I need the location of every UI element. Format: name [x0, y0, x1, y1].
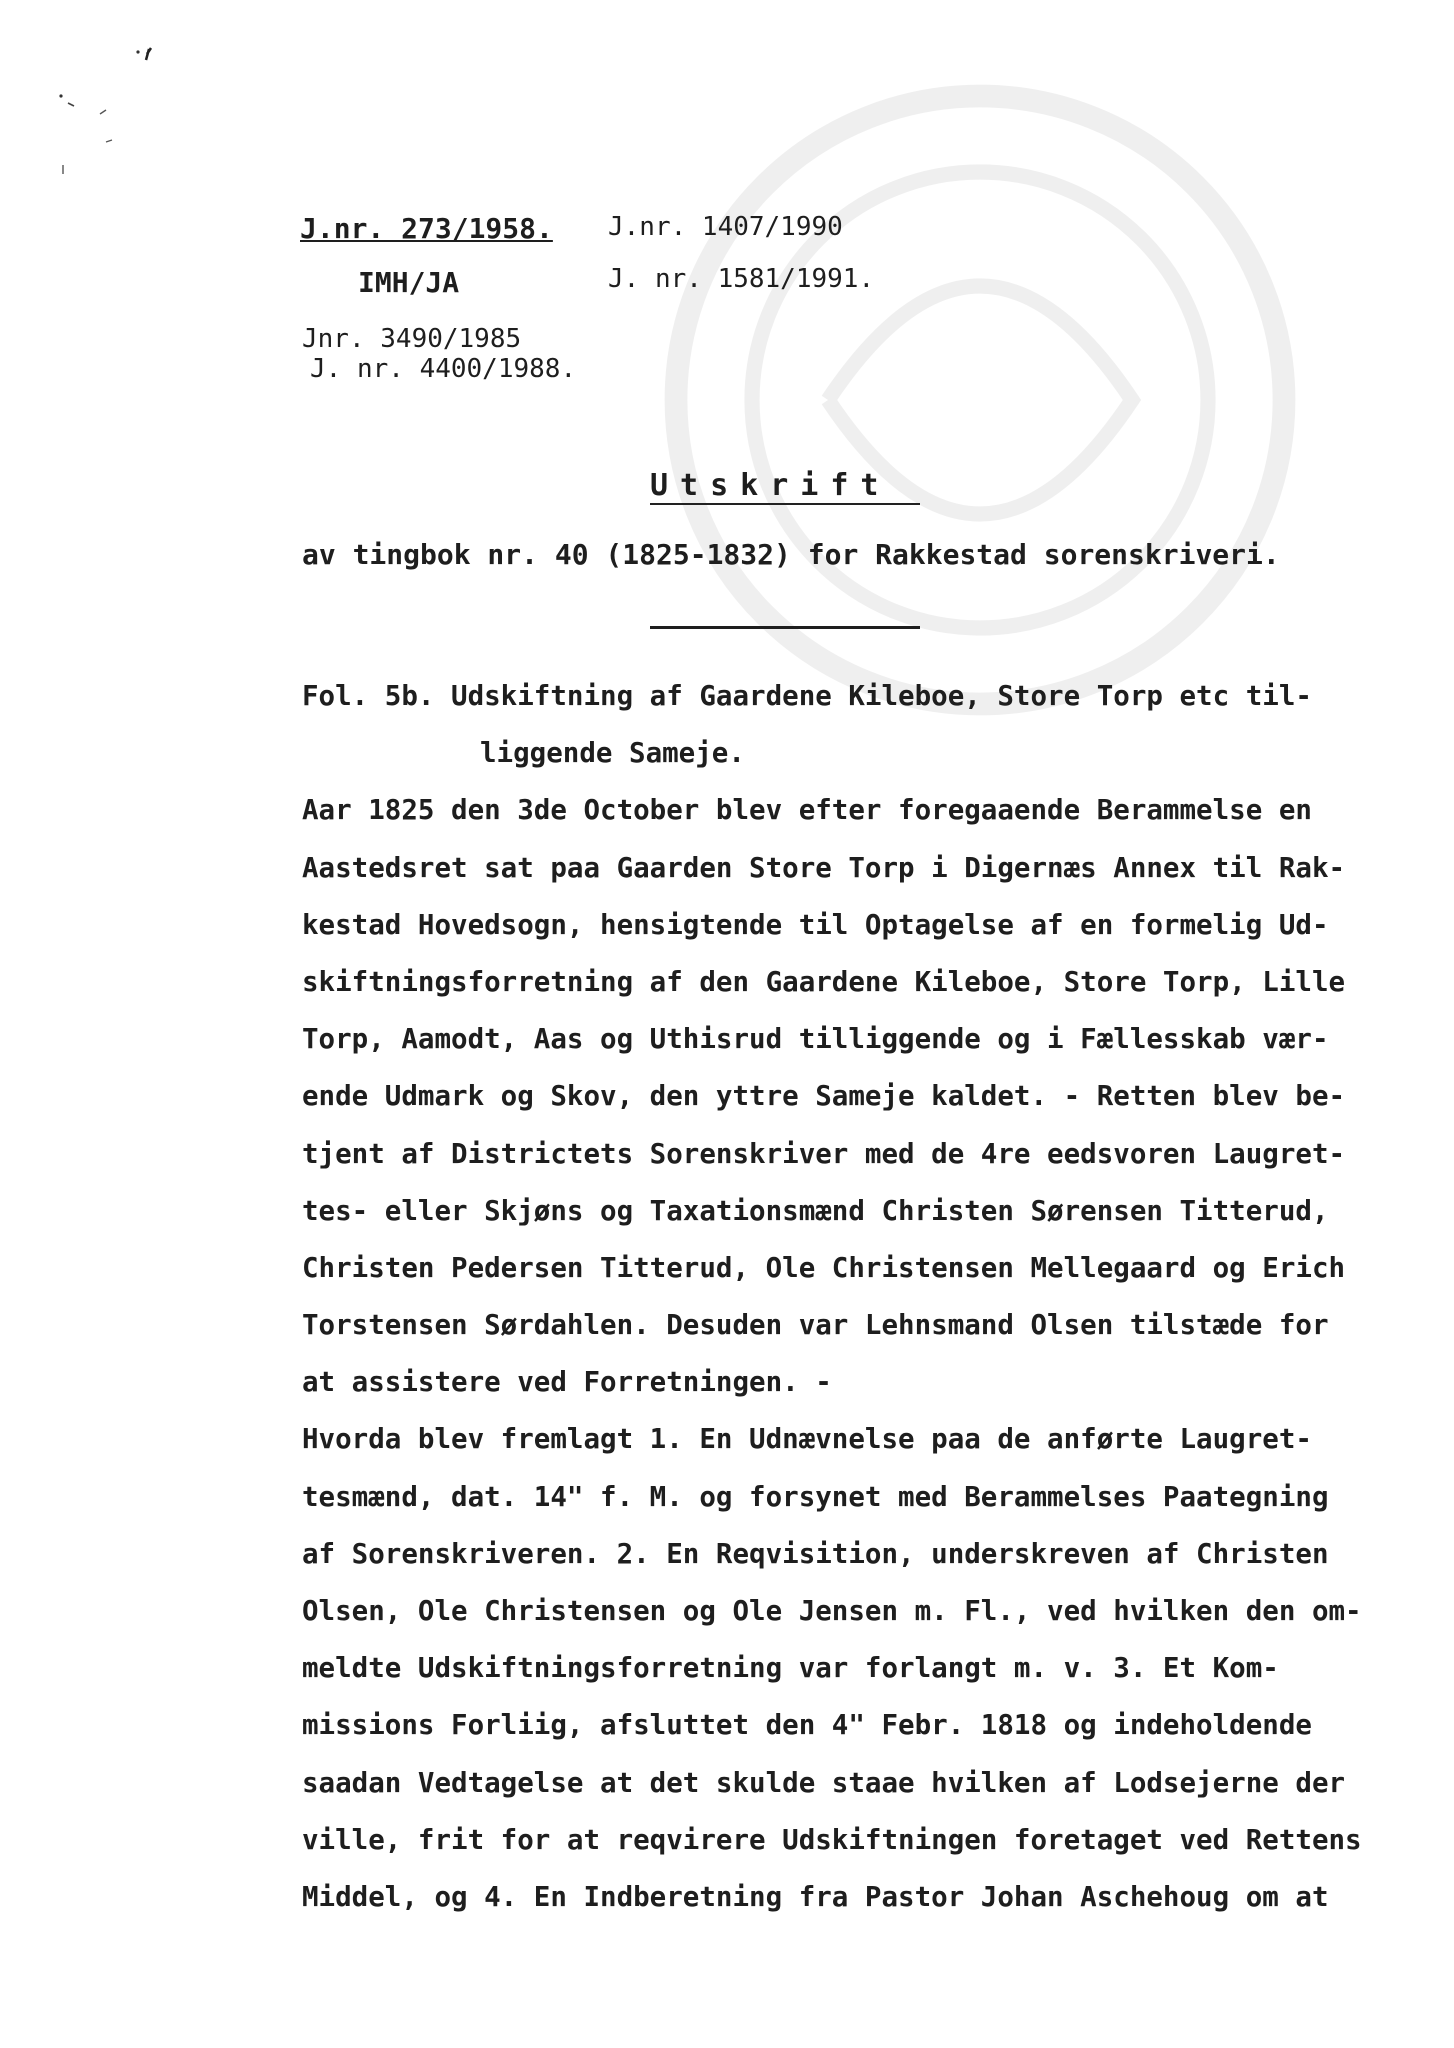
- section-divider: [650, 626, 920, 629]
- title-underline: [650, 503, 920, 505]
- journal-number-1985: Jnr. 3490/1985: [302, 324, 522, 354]
- text-line: Torstensen Sørdahlen. Desuden var Lehnsmand Olsen tilstæde for: [302, 1309, 1329, 1342]
- text-line: tjent af Districtets Sorenskriver med de 4re eedsvoren Laugret-: [302, 1137, 1346, 1170]
- text-line: Olsen, Ole Christensen og Ole Jensen m. Fl., ved hvilken den om-: [302, 1595, 1362, 1627]
- text-line: tesmænd, dat. 14" f. M. og forsynet med Berammelses Paategning: [302, 1480, 1329, 1513]
- text-line: liggende Sameje.: [480, 737, 745, 770]
- text-line: Christen Pedersen Titterud, Ole Christensen Mellegaard og Erich: [302, 1251, 1346, 1284]
- text-line: Hvorda blev fremlagt 1. En Udnævnelse paa de anførte Laugret-: [302, 1423, 1312, 1456]
- text-line: tes- eller Skjøns og Taxationsmænd Christen Sørensen Titterud,: [302, 1194, 1329, 1227]
- journal-number-1990: J.nr. 1407/1990: [608, 212, 843, 242]
- text-line: Aar 1825 den 3de October blev efter foregaaende Berammelse en: [302, 794, 1312, 827]
- text-line: at assistere ved Forretningen. -: [302, 1366, 832, 1399]
- text-line: kestad Hovedsogn, hensigtende til Optagelse af en formelig Ud-: [302, 908, 1329, 941]
- text-line: Middel, og 4. En Indberetning fra Pastor Johan Aschehoug om at: [302, 1880, 1329, 1913]
- text-line: saadan Vedtagelse at det skulde staae hvilken af Lodsejerne der: [302, 1766, 1346, 1799]
- text-line: Aastedsret sat paa Gaarden Store Torp i Digernæs Annex til Rak-: [302, 851, 1346, 884]
- journal-number-1988: J. nr. 4400/1988.: [310, 354, 577, 384]
- text-line: af Sorenskriveren. 2. En Reqvisition, underskreven af Christen: [302, 1537, 1329, 1570]
- journal-number-1991: J. nr. 1581/1991.: [608, 264, 875, 294]
- document-subtitle: av tingbok nr. 40 (1825-1832) for Rakkestad sorenskriveri.: [302, 538, 1280, 571]
- text-line: ende Udmark og Skov, den yttre Sameje kaldet. - Retten blev be-: [302, 1080, 1346, 1113]
- journal-number-primary: J.nr. 273/1958.: [300, 212, 553, 245]
- text-line: missions Forliig, afsluttet den 4" Febr. 1818 og indeholdende: [302, 1709, 1312, 1742]
- text-line: ville, frit for at reqvirere Udskiftningen foretaget ved Rettens: [302, 1823, 1362, 1856]
- document-title: Utskrift: [650, 468, 891, 503]
- text-line: Torp, Aamodt, Aas og Uthisrud tilliggende og i Fællesskab vær-: [302, 1023, 1329, 1056]
- text-line: Fol. 5b. Udskiftning af Gaardene Kileboe, Store Torp etc til-: [302, 680, 1312, 712]
- margin-marks: [50, 40, 160, 190]
- text-line: skiftningsforretning af den Gaardene Kileboe, Store Torp, Lille: [302, 965, 1346, 998]
- show-through-stamp: [600, 20, 1360, 780]
- initials: IMH/JA: [358, 266, 460, 299]
- body-text: [302, 668, 1432, 1926]
- text-line: meldte Udskiftningsforretning var forlangt m. v. 3. Et Kom-: [302, 1652, 1279, 1685]
